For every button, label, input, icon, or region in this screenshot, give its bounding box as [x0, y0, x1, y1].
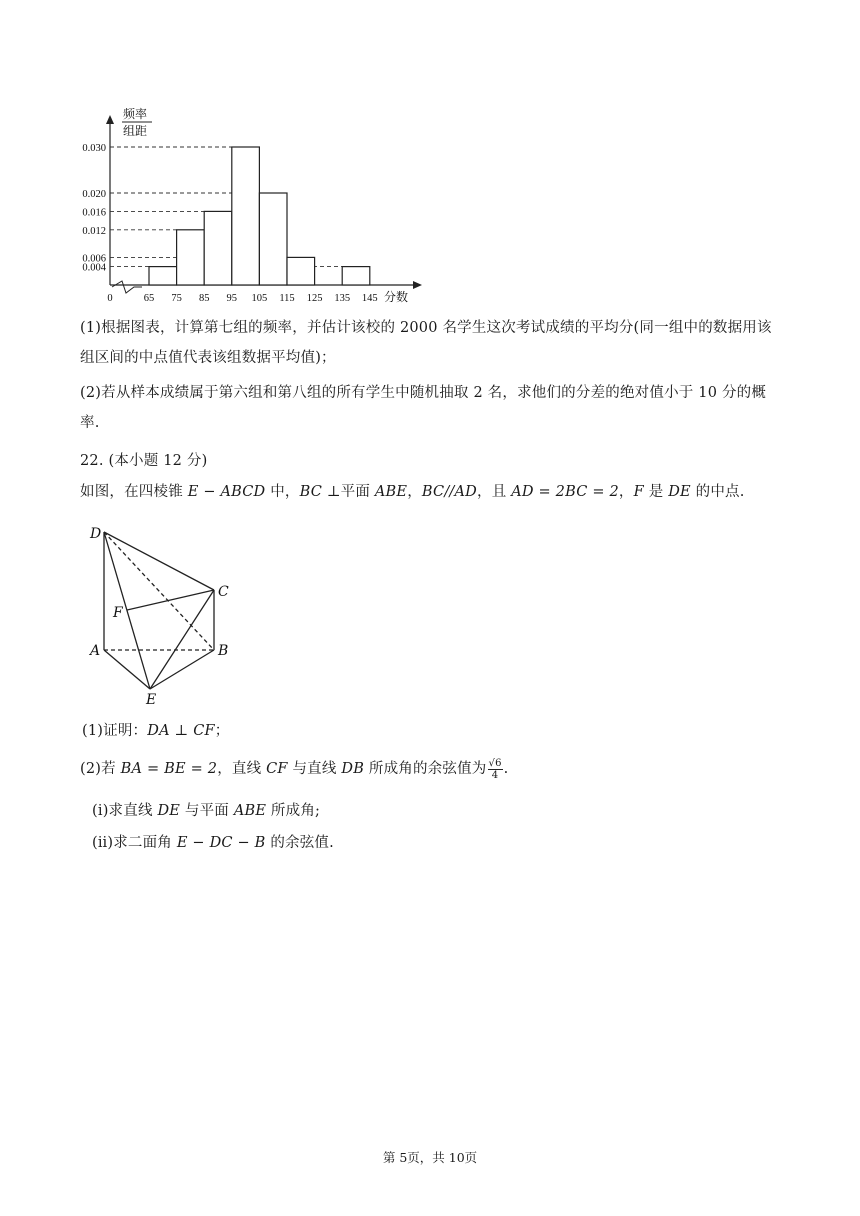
histogram-bar [149, 267, 177, 285]
stem-math: F [633, 484, 644, 500]
x-tick-label: 85 [198, 293, 210, 304]
q22-stem [80, 477, 785, 507]
label-c: C [218, 584, 229, 600]
stem-text: 中， [265, 484, 300, 500]
q21-part2 [80, 378, 785, 438]
p2-math: BA = BE = 2 [120, 761, 218, 777]
label-e: E [146, 692, 157, 708]
label-f: F [113, 605, 123, 621]
segment-fc [127, 590, 214, 610]
sub1-math: ABE [233, 803, 267, 819]
sub1-text: (ⅰ)求直线 [92, 803, 158, 819]
x-tick-label: 95 [226, 293, 238, 304]
histogram-bar [342, 267, 370, 285]
stem-math: ABE [374, 484, 408, 500]
histogram-bar [177, 230, 205, 285]
x-origin-label: 0 [107, 293, 113, 304]
x-tick-label: 135 [334, 293, 351, 304]
histogram-bar [287, 257, 315, 285]
label-b: B [218, 643, 229, 659]
p1-text: (1)证明： [82, 723, 148, 739]
q22-header: 22. (本小题 12 分) [80, 453, 208, 469]
y-tick-label: 0.012 [82, 225, 106, 237]
y-tick-label: 0.004 [82, 262, 106, 274]
q22-part2 [80, 754, 785, 784]
stem-math: BC [299, 484, 323, 500]
p2-text: 与直线 [287, 761, 342, 777]
histogram-svg [78, 104, 438, 310]
edge-be [150, 650, 214, 689]
axis-break-mark [112, 281, 142, 293]
x-tick-label: 65 [143, 293, 155, 304]
x-axis-arrow [413, 281, 422, 289]
p2-math: CF [266, 761, 288, 777]
pyramid-figure [86, 522, 236, 708]
q21-part1 [80, 313, 785, 373]
stem-text: ， [618, 484, 634, 500]
y-tick-label: 0.030 [82, 143, 106, 154]
x-tick-label: 125 [306, 293, 323, 304]
stem-text: 如图，在四棱锥 [80, 484, 188, 500]
x-tick-label: 75 [171, 293, 182, 304]
sub1-text: 与平面 [180, 803, 234, 819]
edge-db-hidden [104, 532, 214, 650]
sub2-text: (ⅱ)求二面角 [92, 835, 177, 851]
q21-part1-line2: 组区间的中点值代表该组数据平均值)； [80, 350, 336, 366]
page-footer: 第 5页，共 10页 [382, 1150, 478, 1165]
histogram-bar [232, 147, 260, 285]
histogram-bar [204, 211, 232, 285]
y-label-numerator: 频率 [123, 107, 148, 121]
stem-math: AD = 2BC = 2 [511, 484, 619, 500]
sub2-math: E − DC − B [176, 835, 266, 851]
stem-text: ⊥平面 [322, 484, 375, 500]
stem-text: 的中点. [690, 484, 745, 500]
fraction-numerator: √6 [488, 757, 502, 769]
histogram-bar [259, 193, 287, 285]
y-tick-label: 0.006 [82, 253, 106, 265]
fraction-denominator: 4 [491, 769, 499, 781]
y-tick-label: 0.016 [82, 207, 106, 219]
x-tick-label: 115 [279, 293, 295, 304]
label-d: D [90, 526, 102, 542]
y-tick-label: 0.020 [82, 189, 106, 200]
edge-dc [104, 532, 214, 590]
edge-de [104, 532, 150, 689]
x-tick-label: 145 [361, 293, 378, 304]
q22-part1 [82, 716, 787, 746]
p2-math: DB [341, 761, 365, 777]
stem-math: DE [668, 484, 691, 500]
y-axis-arrow [106, 115, 114, 124]
q21-part2-line2: 率. [80, 415, 100, 431]
p2-text: (2)若 [80, 761, 121, 777]
p2-text: ，直线 [217, 761, 267, 777]
p2-end: . [503, 761, 509, 777]
stem-math: BC//AD [421, 484, 477, 500]
sub2-text: 的余弦值. [265, 835, 334, 851]
p1-math: DA ⊥ CF [147, 723, 215, 739]
edge-ae [104, 650, 150, 689]
label-a: A [90, 643, 101, 659]
x-tick-label: 105 [251, 293, 268, 304]
q22-sub2 [92, 828, 797, 858]
q21-part1-line1: (1)根据图表，计算第七组的频率，并估计该校的 2000 名学生这次考试成绩的平均分(同一组中的数据用该 [80, 320, 772, 336]
sub1-text: 所成角; [266, 803, 321, 819]
sub1-math: DE [157, 803, 181, 819]
stem-text: 是 [643, 484, 669, 500]
p1-end: ； [214, 723, 230, 739]
p2-text: 所成角的余弦值为 [364, 761, 487, 777]
stem-text: ， [407, 484, 422, 500]
stem-text: ，且 [477, 484, 512, 500]
stem-math: E − ABCD [187, 484, 266, 500]
pyramid-svg [86, 522, 236, 708]
q21-part2-line1: (2)若从样本成绩属于第六组和第八组的所有学生中随机抽取 2 名，求他们的分差的绝对值小于 10 分的概 [80, 385, 767, 401]
frequency-histogram [78, 104, 438, 310]
cosine-fraction [488, 758, 503, 781]
y-label-denominator: 组距 [123, 124, 148, 138]
q22-sub1 [92, 796, 797, 826]
x-axis-label: 分数 [384, 290, 409, 304]
